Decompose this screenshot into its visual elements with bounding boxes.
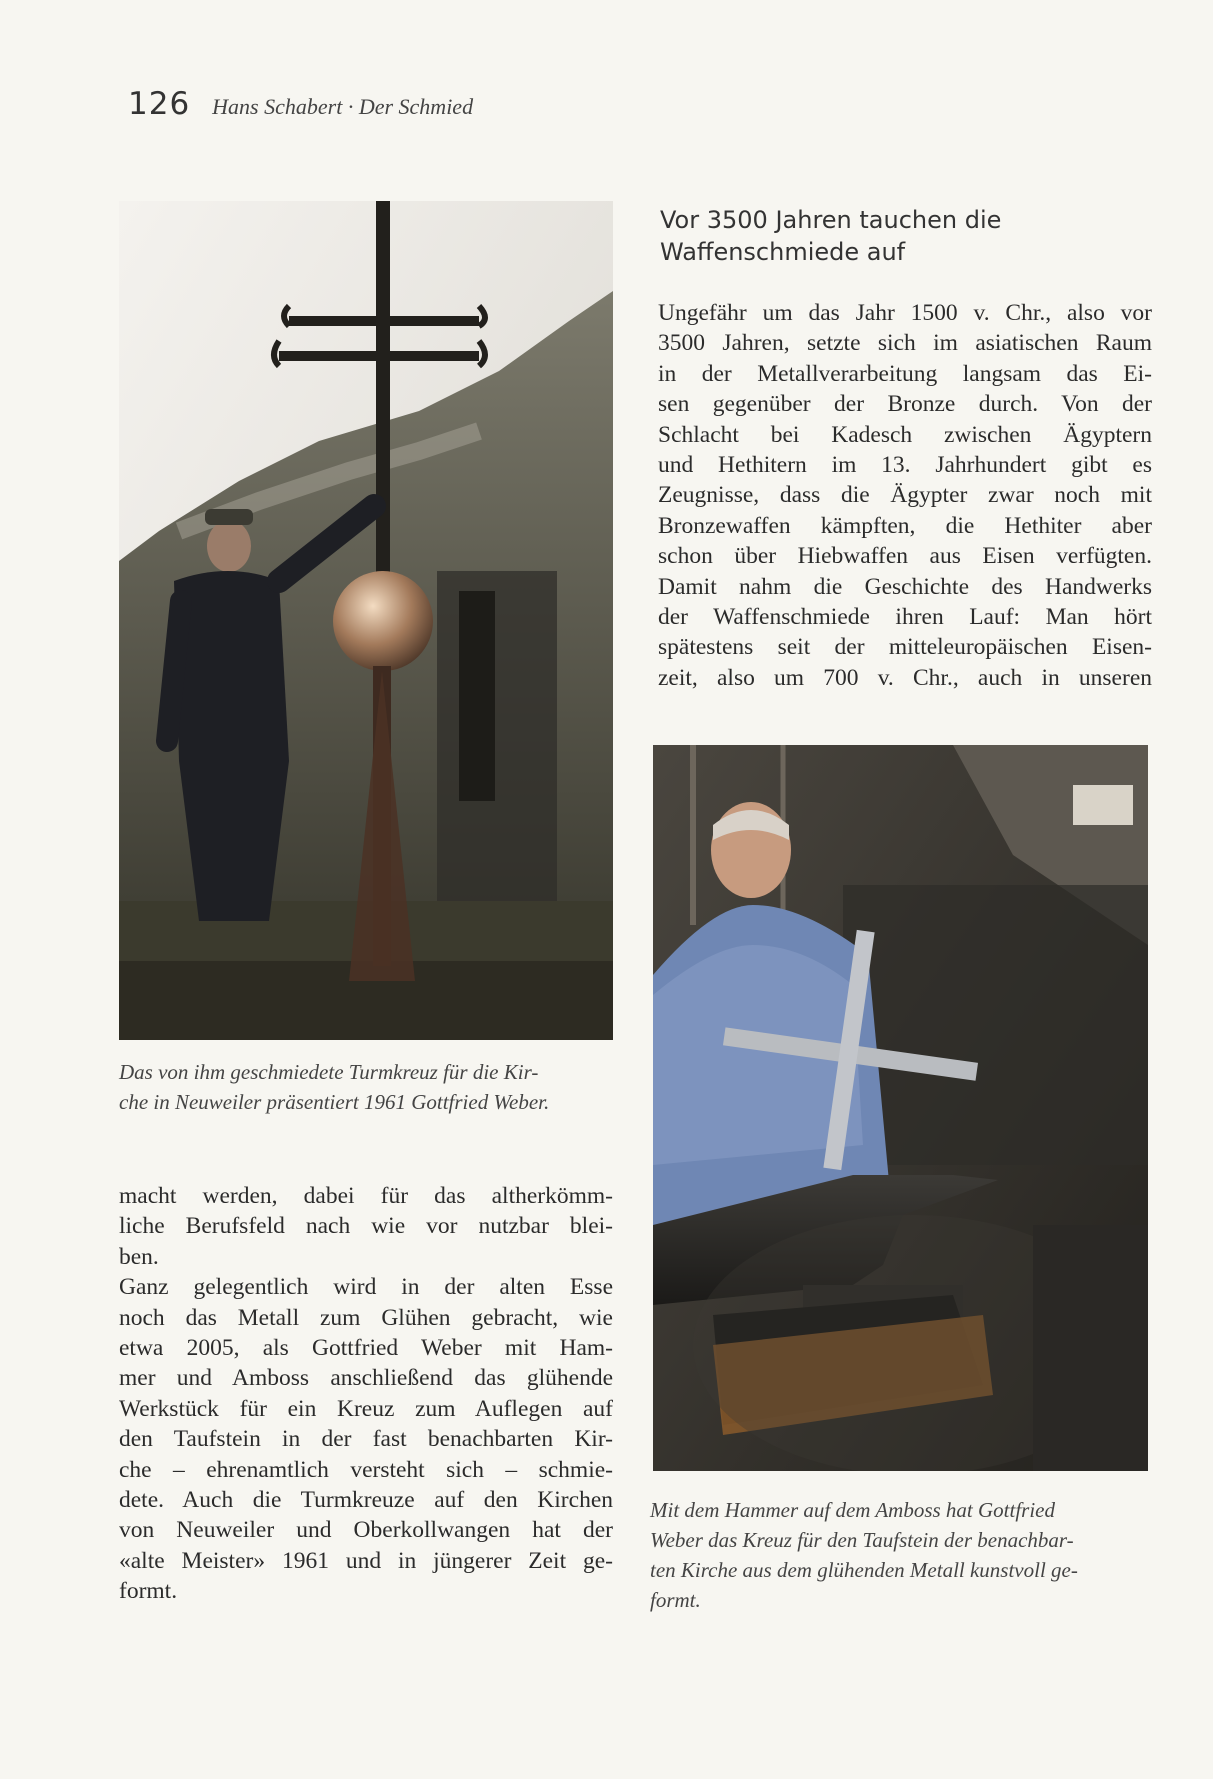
text-line: und Hethitern im 13. Jahrhundert gibt es <box>658 452 1152 479</box>
running-title: Hans Schabert · Der Schmied <box>212 94 474 119</box>
text-line: in der Metallverarbeitung langsam das Ei- <box>658 360 1152 387</box>
text-line: dete. Auch die Turmkreuze auf den Kirchen <box>119 1487 613 1514</box>
text-line: Damit nahm die Geschichte des Handwerks <box>658 573 1152 600</box>
text-line: schon über Hiebwaffen aus Eisen verfügten. <box>658 543 1152 570</box>
section-heading <box>660 204 1140 268</box>
text-line: Schlacht bei Kadesch zwischen Ägyptern <box>658 421 1152 448</box>
body-text-right <box>658 298 1152 693</box>
caption-line: Mit dem Hammer auf dem Amboss hat Gottfried <box>650 1498 1055 1522</box>
text-line: zeit, also um 700 v. Chr., auch in unseren <box>658 664 1152 691</box>
page-number: 126 <box>128 86 191 122</box>
text-line: ben. <box>119 1243 159 1270</box>
caption-anvil-cross <box>650 1495 1150 1615</box>
text-line: der Waffenschmiede ihren Lauf: Man hört <box>658 604 1152 631</box>
text-line: macht werden, dabei für das altherkömm- <box>119 1183 613 1209</box>
text-line: sen gegenüber der Bronze durch. Von der <box>658 391 1152 418</box>
text-line: Zeugnisse, dass die Ägypter zwar noch mit <box>658 482 1152 509</box>
text-line: mer und Amboss anschließend das glühende <box>119 1365 613 1392</box>
caption-line: Das von ihm geschmiedete Turmkreuz für die Kir- <box>119 1060 539 1084</box>
text-line: noch das Metall zum Glühen gebracht, wie <box>119 1304 613 1331</box>
section-heading-line: Waffenschmiede auf <box>660 238 906 266</box>
text-line: spätestens seit der mitteleuropäischen Eisen- <box>658 634 1152 661</box>
photo-tower-cross <box>119 201 613 1040</box>
caption-line: Weber das Kreuz für den Taufstein der benachbar- <box>650 1528 1074 1552</box>
text-line: «alte Meister» 1961 und in jüngerer Zeit ge- <box>119 1547 613 1574</box>
photo-anvil-cross <box>653 745 1148 1471</box>
text-line: Ganz gelegentlich wird in der alten Esse <box>119 1274 613 1301</box>
body-text-left <box>119 1181 613 1607</box>
caption-line: ten Kirche aus dem glühenden Metall kunstvoll ge- <box>650 1558 1078 1582</box>
text-line: Bronzewaffen kämpften, die Hethiter aber <box>658 512 1152 539</box>
text-line: etwa 2005, als Gottfried Weber mit Ham- <box>119 1335 613 1362</box>
text-line: Werkstück für ein Kreuz zum Auflegen auf <box>119 1395 613 1422</box>
section-heading-line: Vor 3500 Jahren tauchen die <box>660 206 1002 234</box>
text-line: von Neuweiler und Oberkollwangen hat der <box>119 1517 613 1544</box>
text-line: Ungefähr um das Jahr 1500 v. Chr., also vor <box>658 300 1152 326</box>
text-line: 3500 Jahren, setzte sich im asiatischen Raum <box>658 330 1152 357</box>
text-line: liche Berufsfeld nach wie vor nutzbar blei- <box>119 1213 613 1240</box>
caption-tower-cross <box>119 1057 613 1117</box>
caption-line: che in Neuweiler präsentiert 1961 Gottfried Weber. <box>119 1090 550 1114</box>
caption-line: formt. <box>650 1588 701 1612</box>
text-line: che – ehrenamtlich versteht sich – schmie- <box>119 1456 613 1483</box>
text-line: den Taufstein in der fast benachbarten Kir- <box>119 1426 613 1453</box>
running-head <box>128 86 473 122</box>
text-line: formt. <box>119 1578 178 1605</box>
